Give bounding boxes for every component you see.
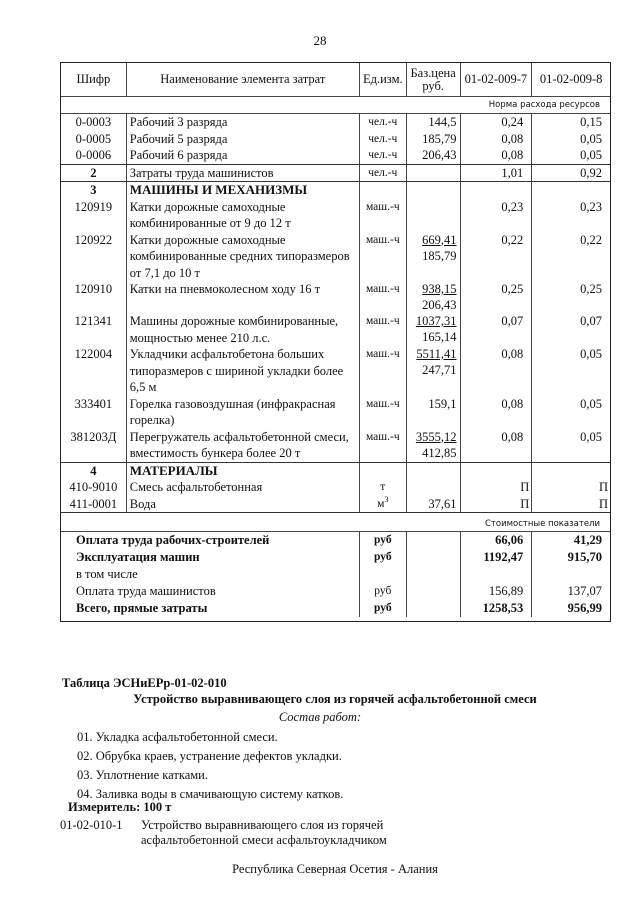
- row-v2: 0,23: [580, 199, 603, 214]
- cost-unit: руб: [360, 532, 407, 549]
- item-code: 01-02-010-1: [60, 818, 123, 832]
- section-subtitle: Устройство выравнивающего слоя из горячей асфальтобетонной смеси: [133, 692, 537, 706]
- row-code: 121341: [61, 313, 127, 346]
- row-unit: [360, 463, 407, 480]
- header-col-009-8: 01-02-009-8: [539, 72, 603, 86]
- cost-row-total: [61, 600, 610, 621]
- cost-unit: руб: [360, 549, 407, 566]
- cost-v1: 1192,47: [461, 549, 533, 566]
- table-row: [61, 281, 610, 313]
- cost-price: [407, 600, 461, 617]
- cost-name: Оплата труда машинистов: [61, 583, 360, 600]
- row-v1: 0,22: [461, 232, 533, 282]
- cost-v1: 156,89: [461, 583, 533, 600]
- price-machine: 938,15: [422, 282, 457, 296]
- unit-text: м: [377, 497, 385, 510]
- cost-row: [61, 566, 610, 583]
- row-name: МАТЕРИАЛЫ: [127, 463, 360, 480]
- row-name: Рабочий 6 разряда: [127, 147, 360, 164]
- row-v2: П: [598, 496, 608, 511]
- row-v1: П: [461, 479, 533, 496]
- works-list: [77, 728, 343, 804]
- work-item: 02. Обрубка краев, устранение дефектов укладки.: [77, 749, 342, 763]
- item-entry: [60, 818, 461, 848]
- row-code: 3: [61, 182, 127, 199]
- row-code: 122004: [61, 346, 127, 396]
- row-name: Машины дорожные комбинированные, мощностью менее 210 л.с.: [127, 313, 360, 346]
- row-unit: чел.-ч: [360, 131, 407, 148]
- row-unit: маш.-ч: [360, 281, 407, 313]
- table-title: Таблица ЭСНиЕРр-01-02-010: [62, 676, 227, 690]
- table-row: [61, 147, 610, 164]
- composition-label: Состав работ:: [278, 710, 362, 724]
- table-row: [61, 396, 610, 429]
- row-v2: 0,92: [580, 165, 603, 180]
- page-footer: Республика Северная Осетия - Алания: [232, 862, 438, 876]
- cost-price: [407, 549, 461, 566]
- header-price: Баз.цена руб.: [407, 63, 461, 96]
- row-code: 120922: [61, 232, 127, 282]
- row-price: [407, 281, 461, 313]
- table-row: [61, 313, 610, 346]
- row-unit: маш.-ч: [360, 346, 407, 396]
- work-item: 01. Укладка асфальтобетонной смеси.: [77, 730, 278, 744]
- cost-band: Стоимостные показатели: [61, 512, 610, 532]
- cost-v1: 1258,53: [461, 600, 533, 617]
- unit-superscript: 3: [384, 494, 389, 504]
- item-description: Устройство выравнивающего слоя из горячей асфальтобетонной смеси асфальтоукладчиком: [141, 818, 387, 847]
- row-price: 144,5: [407, 114, 461, 131]
- row-price: [407, 346, 461, 396]
- row-name: МАШИНЫ И МЕХАНИЗМЫ: [127, 182, 360, 199]
- table-row: [61, 131, 610, 148]
- row-price: [407, 463, 461, 480]
- row-code: 333401: [61, 396, 127, 429]
- row-unit: чел.-ч: [360, 147, 407, 164]
- cost-v1: 66,06: [461, 532, 533, 549]
- price-labor: 165,14: [422, 330, 457, 344]
- header-code: Шифр: [61, 63, 127, 96]
- table-row-section-2: [61, 164, 610, 182]
- row-v2: [532, 182, 610, 199]
- cost-unit: руб: [360, 600, 407, 617]
- row-unit: маш.-ч: [360, 232, 407, 282]
- cost-v2: 915,70: [567, 550, 602, 564]
- row-v2: 0,05: [580, 429, 603, 444]
- cost-row: [61, 549, 610, 566]
- header-col-009-7: 01-02-009-7: [461, 63, 533, 96]
- cost-unit: руб: [360, 583, 407, 600]
- price-labor: 206,43: [422, 298, 457, 312]
- cost-name: Эксплуатация машин: [61, 549, 360, 566]
- table-row: [61, 479, 610, 496]
- row-code: 410-9010: [61, 479, 127, 496]
- cost-v2: [532, 566, 610, 583]
- row-price: 159,1: [407, 396, 461, 429]
- row-v1: 0,08: [461, 131, 533, 148]
- row-v1: 0,08: [461, 396, 533, 429]
- row-v1: 0,24: [461, 114, 533, 131]
- table-row: [61, 114, 610, 131]
- table-row-section-3: [61, 181, 610, 199]
- row-name: Смесь асфальтобетонная: [127, 479, 360, 496]
- row-v2: 0,05: [580, 396, 603, 411]
- row-unit: маш.-ч: [360, 396, 407, 429]
- price-labor: 247,71: [422, 363, 457, 377]
- work-item: 04. Заливка воды в смачивающую систему катков.: [77, 787, 344, 801]
- cost-name: Всего, прямые затраты: [61, 600, 360, 617]
- row-name: Катки на пневмоколесном ходу 16 т: [127, 281, 360, 313]
- table-row-section-4: [61, 462, 610, 480]
- norm-band: Норма расхода ресурсов: [61, 97, 610, 114]
- cost-row: [61, 583, 610, 600]
- row-v2: 0,25: [580, 282, 603, 296]
- cost-price: [407, 583, 461, 600]
- row-v1: 0,08: [461, 147, 533, 164]
- cost-row: [61, 532, 610, 549]
- row-code: 0-0003: [61, 114, 127, 131]
- row-price: [407, 429, 461, 462]
- row-v2: 0,22: [580, 232, 603, 247]
- row-price: [407, 479, 461, 496]
- row-name: Катки дорожные самоходные комбинированные от 9 до 12 т: [127, 199, 360, 232]
- row-name: Рабочий 5 разряда: [127, 131, 360, 148]
- row-unit: [360, 496, 407, 513]
- row-code: 0-0005: [61, 131, 127, 148]
- row-code: 120910: [61, 281, 127, 313]
- table-row: [61, 429, 610, 462]
- row-name: Катки дорожные самоходные комбинированные средних типоразмеров от 7,1 до 10 т: [127, 232, 360, 282]
- row-v1: 0,07: [461, 313, 533, 346]
- table-header: [61, 63, 610, 97]
- row-price: 206,43: [407, 147, 461, 164]
- row-v1: 0,23: [461, 199, 533, 232]
- price-machine: 669,41: [422, 232, 457, 247]
- price-labor: 185,79: [422, 248, 457, 263]
- cost-v2: 137,07: [567, 584, 602, 598]
- work-item: 03. Уплотнение катками.: [77, 768, 208, 782]
- row-v2: [532, 463, 610, 480]
- cost-v1: [461, 566, 533, 583]
- row-v2: 0,07: [580, 314, 603, 328]
- row-v2: 0,05: [580, 148, 603, 162]
- row-code: 2: [61, 165, 127, 182]
- price-machine: 1037,31: [415, 314, 457, 328]
- measure-unit: Измеритель: 100 т: [68, 800, 172, 814]
- row-price: [407, 165, 461, 182]
- row-unit: маш.-ч: [360, 429, 407, 462]
- row-v1: 0,25: [461, 281, 533, 313]
- row-name: Укладчики асфальтобетона больших типоразмеров с шириной укладки более 6,5 м: [127, 346, 360, 396]
- header-name: Наименование элемента затрат: [127, 63, 360, 96]
- row-v2: 0,15: [580, 115, 603, 129]
- table-row: [61, 496, 610, 513]
- price-labor: 412,85: [422, 445, 457, 460]
- row-price: [407, 182, 461, 199]
- row-unit: маш.-ч: [360, 313, 407, 346]
- cost-price: [407, 566, 461, 583]
- row-code: 0-0006: [61, 147, 127, 164]
- row-unit: чел.-ч: [360, 165, 407, 182]
- row-v1: [461, 182, 533, 199]
- header-unit: Ед.изм.: [360, 63, 407, 96]
- row-unit: маш.-ч: [360, 199, 407, 232]
- table-row: [61, 232, 610, 282]
- cost-price: [407, 532, 461, 549]
- row-price: [407, 232, 461, 282]
- row-v1: 1,01: [461, 165, 533, 182]
- row-code: 4: [61, 463, 127, 480]
- cost-unit: [360, 566, 407, 583]
- row-code: 120919: [61, 199, 127, 232]
- row-v2: 0,05: [580, 131, 603, 146]
- row-v1: 0,08: [461, 429, 533, 462]
- row-code: 411-0001: [61, 496, 127, 513]
- row-price: [407, 313, 461, 346]
- row-v1: [461, 463, 533, 480]
- row-unit: т: [360, 479, 407, 496]
- row-price: 185,79: [407, 131, 461, 148]
- resource-table: [60, 62, 611, 622]
- price-machine: 3555,12: [415, 429, 457, 444]
- row-price: 37,61: [407, 496, 461, 513]
- cost-name: Оплата труда рабочих-строителей: [61, 532, 360, 549]
- row-v2: 0,05: [580, 347, 603, 361]
- row-name: Затраты труда машинистов: [127, 165, 360, 182]
- row-code: 381203Д: [61, 429, 127, 462]
- cost-name: в том числе: [61, 566, 360, 583]
- cost-v2: 41,29: [573, 533, 602, 547]
- page-number: 28: [313, 33, 327, 48]
- row-name: Перегружатель асфальтобетонной смеси, вместимость бункера более 20 т: [127, 429, 360, 462]
- table-row: [61, 199, 610, 232]
- row-price: [407, 199, 461, 232]
- row-name: Вода: [127, 496, 360, 513]
- row-name: Рабочий 3 разряда: [127, 114, 360, 131]
- row-name: Горелка газовоздушная (инфракрасная горелка): [127, 396, 360, 429]
- cost-v2: 956,99: [567, 601, 602, 615]
- price-machine: 5511,41: [416, 347, 457, 361]
- row-v1: 0,08: [461, 346, 533, 396]
- row-v2: П: [598, 480, 608, 494]
- row-unit: чел.-ч: [360, 114, 407, 131]
- row-v1: П: [461, 496, 533, 513]
- table-row: [61, 346, 610, 396]
- row-unit: [360, 182, 407, 199]
